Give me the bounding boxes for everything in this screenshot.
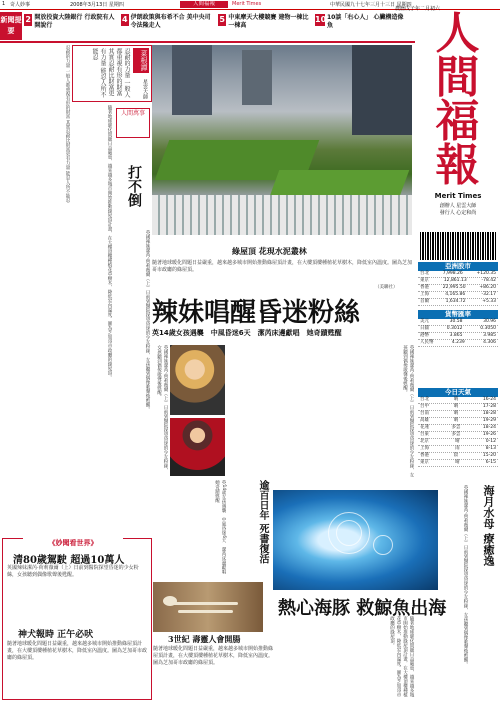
table-row <box>418 425 498 432</box>
table-cell: 17-28 <box>482 404 496 409</box>
table-cell: 人民幣 <box>420 340 434 345</box>
left-col-text-2: 隨著地球暖化問題日益嚴重，越來越多城市開始推動綠屋頂計畫，在大樓頂樓種植花草樹木，降低室內溫度。圖為芝加哥市政廳的綠屋頂。 <box>107 105 112 380</box>
table-cell: 晴 <box>455 439 460 444</box>
table-cell: 4.239 <box>451 340 465 345</box>
odd-world-box <box>2 538 152 700</box>
main-story-body: 英國辣妹潔芮·荷莉薇爾（上）日前到醫院探望昏迷的少女粉絲，女孩聽到偶像歌聲後甦醒。 <box>402 345 414 477</box>
table-cell: 18-24 <box>482 425 496 430</box>
stock-table <box>418 271 498 306</box>
table-cell: +5.33 <box>482 299 496 304</box>
table-cell: 台北 <box>420 397 429 402</box>
second-vertical-title: 逾百日年 死書復活 <box>257 480 268 564</box>
table-cell: 4,165.86 <box>445 292 466 297</box>
fx-title: 貨幣匯率 <box>418 310 498 319</box>
table-row <box>418 285 498 292</box>
masthead-en-small: Merit Times <box>232 1 262 7</box>
table-row <box>418 446 498 453</box>
publisher: 發行人 心定和尚 <box>439 210 477 216</box>
table-cell: 30.58 <box>449 319 463 324</box>
table-cell: 香港 <box>420 453 429 458</box>
table-cell: 上海 <box>420 292 429 297</box>
photo-caption-body: 隨著地球暖化問題日益嚴重，越來越多城市開始推動綠屋頂計畫，在大樓頂樓種植花草樹木，降低室內溫度。圖為芝加哥市政廳的綠屋頂。 <box>152 260 413 273</box>
table-cell: 台南 <box>420 411 429 416</box>
table-row <box>418 340 498 347</box>
masthead-char: 報 <box>435 140 480 191</box>
weather-table <box>418 397 498 467</box>
table-cell: 0.3050 <box>480 326 496 331</box>
table-cell: 19-26 <box>482 432 496 437</box>
second-story-body: 英14歲女孩遇襲 中風昏迷6天 潔芮床邊獻唱 她奇蹟甦醒 <box>214 480 226 579</box>
founder: 創辦人 星雲大師 <box>439 203 477 209</box>
left-col-text: 忍耐的力量 一般人都重視有形的財富 其實忍耐比財富更有力量 能忍人所不能忍 <box>65 45 70 203</box>
dolphin-headline: 熱心海豚 救鯨魚出海 <box>278 598 447 619</box>
date-right: 中華民國九十七年三月十三日 星期四 <box>330 2 412 8</box>
table-cell: 15-20 <box>482 453 496 458</box>
table-cell: 多雲 <box>451 425 461 430</box>
odd-world-body-2: 隨著地球暖化問題日益嚴重，越來越多城市開始推動綠屋頂計畫，在大樓頂樓種植花草樹木，降低室內溫度。圖為芝加哥市政廳的綠屋頂。 <box>7 641 148 661</box>
teaser-number: 10 <box>315 15 327 24</box>
table-cell: 日圓 <box>420 326 429 331</box>
third-headline: 3世紀 壽靈人會開腸 <box>168 634 241 644</box>
teaser-text: 開放投資大陸銀行 行政院有人開說行 <box>34 14 115 29</box>
table-cell: 台東 <box>420 432 429 437</box>
stock-box <box>418 262 498 306</box>
header-bar <box>0 0 500 10</box>
odd-world-title: 《妙聞看世界》 <box>23 538 123 548</box>
right-vertical-headline: 海月水母 療癒逸 <box>482 485 495 566</box>
table-cell: +86.20 <box>479 285 496 290</box>
right-col-text: 英國辣妹潔芮·荷莉薇爾（上）日前到醫院探望昏迷的少女粉絲，女孩聽到偶像歌聲後甦醒。 <box>463 485 468 667</box>
table-row <box>418 460 498 467</box>
masthead-char: 間 <box>435 52 480 103</box>
table-cell: 0-12 <box>485 439 496 444</box>
masthead <box>415 8 500 192</box>
barcode-image <box>420 232 496 260</box>
lunar-date: 農曆戊子年二月初六 <box>395 6 441 12</box>
table-row <box>418 432 498 439</box>
table-row <box>418 439 498 446</box>
table-cell: 30.96 <box>483 319 496 324</box>
photo-caption-title: 綠屋頂 花現水泥叢林 <box>232 246 307 256</box>
fx-table <box>418 319 498 347</box>
table-cell: 晴 <box>453 411 459 416</box>
table-cell: 雨 <box>455 446 460 451</box>
table-cell: 港幣 <box>420 333 429 338</box>
teaser-number: 4 <box>122 15 128 24</box>
main-headline: 辣妹唱醒昏迷粉絲 <box>152 298 361 328</box>
teaser-item[interactable] <box>315 14 408 30</box>
table-cell: 台中 <box>420 404 429 409</box>
table-cell: 6-15 <box>485 460 496 465</box>
odd-world-headline-2: 神犬報時 正午必吠 <box>18 630 94 640</box>
masthead-char: 福 <box>435 96 480 147</box>
table-cell: 美元 <box>420 319 429 324</box>
table-cell: 18-28 <box>482 411 496 416</box>
table-row <box>418 333 498 340</box>
teaser-item[interactable] <box>218 14 311 30</box>
table-row <box>418 397 498 404</box>
teaser-number: 2 <box>25 15 31 24</box>
table-cell: 12,861.13 <box>443 278 467 283</box>
teaser-item[interactable] <box>24 14 117 30</box>
odd-world-body-1: 英國辣妹潔芮·荷莉薇爾（上）日前到醫院探望昏迷的少女粉絲，女孩聽到偶像歌聲後甦醒。 <box>7 565 139 578</box>
table-row <box>418 404 498 411</box>
odd-world-headline-1: 清80歲駕駛 超過10萬人 <box>13 555 125 566</box>
sub-headline: 打不倒 <box>126 165 142 207</box>
column-box <box>72 45 152 102</box>
table-cell: 高雄 <box>420 418 429 423</box>
photo-caption-side: 英國辣妹潔芮·荷莉薇爾（上）日前到醫院探望昏迷的少女粉絲，女孩聽到偶像歌聲後甦醒。 <box>156 345 168 473</box>
teaser-text: 中東摩天大樓競賽 建物一棟比一棟高 <box>228 14 309 29</box>
table-cell: 東京 <box>420 278 429 283</box>
date-left: 2008年3月13日 星期四 <box>70 2 124 8</box>
page-label: 1 <box>2 1 6 7</box>
teaser-item[interactable] <box>121 14 214 30</box>
weather-box <box>418 388 498 467</box>
table-row <box>418 292 498 299</box>
table-cell: 多雲 <box>451 432 461 437</box>
table-cell: 晴 <box>453 418 459 423</box>
table-cell: 16-24 <box>482 397 496 402</box>
sub-col-text: 英國辣妹潔芮·荷莉薇爾（上）日前到醫院探望昏迷的少女粉絲，女孩聽到偶像歌聲後甦醒。 <box>145 230 150 412</box>
table-cell: -78.42 <box>481 278 496 283</box>
column-title: 菜根譚 <box>133 48 149 73</box>
weather-title: 今日天氣 <box>418 388 498 397</box>
table-cell: 3.865 <box>449 333 463 338</box>
teaser-text: 10談「右心人」 心臟構造像魚 <box>327 14 404 29</box>
table-cell: 首爾 <box>420 299 429 304</box>
table-row <box>418 271 498 278</box>
dolphin-body: 隨著地球暖化問題日益嚴重，越來越多城市開始推動綠屋頂計畫，在大樓頂樓種植花草樹木，降低室內溫度。圖為芝加哥市政廳的綠屋頂。 <box>389 616 414 697</box>
teaser-text: 伊朗政策與布希不合 美中央司令法隆走人 <box>130 14 211 29</box>
table-row <box>418 299 498 306</box>
table-row <box>418 278 498 285</box>
masthead-char: 人 <box>435 8 480 59</box>
table-row <box>418 319 498 326</box>
fx-box <box>418 310 498 347</box>
table-cell: 晴 <box>453 404 459 409</box>
masthead-en: Merit Times <box>434 192 482 200</box>
table-cell: 花蓮 <box>420 425 429 430</box>
section-label: 奇人妙事 <box>10 2 31 8</box>
table-row <box>418 418 498 425</box>
green-roof-photo <box>152 45 412 235</box>
photo-credit: （美聯社） <box>375 285 398 290</box>
table-cell: 22,995.50 <box>442 285 466 290</box>
table-cell: 8-13 <box>485 446 496 451</box>
sub-column-title: 人間萬事 <box>116 108 150 138</box>
singer-photo <box>170 345 225 415</box>
table-row <box>418 453 498 460</box>
table-cell: 晴 <box>453 397 459 402</box>
teaser-label: 新聞提要 <box>0 12 22 40</box>
table-cell: 7,998.26 <box>442 271 463 276</box>
top-rule <box>0 41 415 43</box>
table-cell: -32.17 <box>481 292 496 297</box>
jellyfish-photo <box>273 490 438 590</box>
table-cell: 東京 <box>420 460 429 465</box>
table-cell: 晴 <box>455 460 460 465</box>
column-body: 忍耐的力量 一般人都重視有形的財富 其實忍耐比財富更有力量 能忍人所不能忍 <box>91 48 130 98</box>
table-cell: 0.3012 <box>446 326 463 331</box>
table-cell: 19-29 <box>482 418 496 423</box>
table-cell: 台北 <box>420 271 429 276</box>
table-cell: 1,634.72 <box>445 299 466 304</box>
skeleton-photo <box>153 582 263 632</box>
table-cell: 香港 <box>420 285 429 290</box>
teaser-list <box>24 14 412 30</box>
table-row <box>418 411 498 418</box>
table-cell: 陰 <box>453 453 459 458</box>
column-author: 星雲大師 <box>142 79 148 99</box>
table-cell: 3.985 <box>483 333 496 338</box>
table-cell: 上海 <box>420 446 429 451</box>
third-body: 隨著地球暖化問題日益嚴重，越來越多城市開始推動綠屋頂計畫，在大樓頂樓種植花草樹木，降低室內溫度。圖為芝加哥市政廳的綠屋頂。 <box>153 646 274 666</box>
table-cell: +120.35 <box>476 271 496 276</box>
red-dress-photo <box>170 418 225 476</box>
stock-title: 亞洲股市 <box>418 262 498 271</box>
teaser-number: 5 <box>219 15 225 24</box>
masthead-small: 人間福報 <box>180 1 228 8</box>
table-cell: 4.306 <box>483 340 496 345</box>
main-subhead: 英14歲女孩遇襲 中風昏迷6天 潔芮床邊獻唱 她奇蹟甦醒 <box>152 329 342 337</box>
table-cell: 北京 <box>420 439 429 444</box>
table-row <box>418 326 498 333</box>
